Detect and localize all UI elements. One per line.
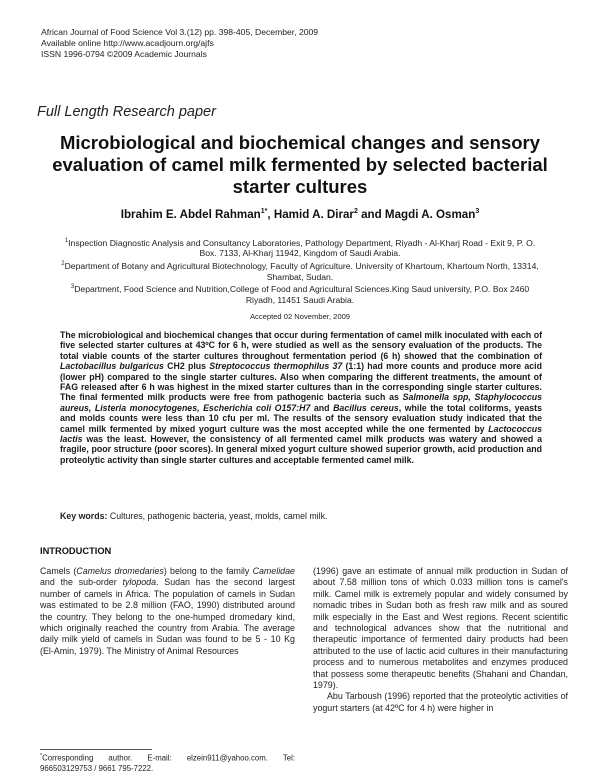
section-heading-introduction: INTRODUCTION bbox=[40, 546, 112, 556]
body-paragraph: Abu Tarboush (1996) reported that the proteolytic activities of yogurt starters (at 42ºC for 4 h) were higher in bbox=[313, 691, 568, 713]
journal-header bbox=[41, 27, 318, 60]
author-list: Ibrahim E. Abdel Rahman$^{1*}$, Hamid A. Dirar$^2$ and Magdi A. Osman$^3$ bbox=[120, 208, 480, 221]
body-paragraph: Camels (Camelus dromedaries) belong to the family Camelidae and the sub-order tylopoda. Sudan has the second largest number of camels in Africa. The population of camels in Sudan was estimated to be 2.8 million (FAO, 1990) distributed around the country. They belong to the one-humped dromedary kind, which originally reached the country from Arabia. The average daily milk yield of camels in Sudan was found to be 5 - 10 Kg (El-Amin, 1979). The Ministry of Animal Resources bbox=[40, 566, 295, 656]
footnote-divider bbox=[40, 749, 152, 750]
author-name: Magdi A. Osman bbox=[384, 208, 476, 221]
journal-citation: African Journal of Food Science Vol 3.(12) pp. 398-405, December, 2009 bbox=[41, 27, 319, 37]
affiliation-item: $^2$Department of Botany and Agricultural Biotechnology, Faculty of Agriculture. University of Khartoum, Khartoum North, 13314, Shambat, Sudan. bbox=[61, 260, 539, 282]
author-affiliation-marker: 3 bbox=[475, 208, 480, 216]
keywords-text: Cultures, pathogenic bacteria, yeast, molds, camel milk. bbox=[107, 511, 328, 521]
journal-online-url: Available online http://www.acadjourn.org/ajfs bbox=[41, 38, 214, 48]
affiliation-item: $^1$Inspection Diagnostic Analysis and Consultancy Laboratories, Pathology Department, Riyadh - Al-Kharj Road - Exit 9, P. O. Box. 7133, Al-Kharj 11942, Kingdom of Saudi Arabia. bbox=[64, 237, 536, 259]
affiliations bbox=[56, 236, 544, 305]
keywords bbox=[60, 511, 542, 521]
body-paragraph: (1996) gave an estimate of annual milk production in Sudan of about 7.58 million tons of which 0.033 million tons is camel's milk. Camel milk is extremely popular and widely consumed by nomadic tribes in Sudan both as fresh raw milk and as soured milk especially in the East and West regions. Recent scientific and technological advances show that the nutritional and therapeutic importance of fermented dairy products had been attributed to the use of lactic acid cultures in their manufacturing process and to numerous metabolites and enzymes produced that possess some therapeutic benefits (Shahani and Chandan, 1979). bbox=[313, 566, 568, 691]
accepted-date: Accepted 02 November, 2009 bbox=[249, 312, 351, 321]
paper-type: Full Length Research paper bbox=[37, 104, 216, 120]
paper-title: Microbiological and biochemical changes and sensory evaluation of camel milk fermented by selected bacterial starter cultures bbox=[52, 132, 548, 197]
abstract: The microbiological and biochemical changes that occur during fermentation of camel milk inoculated with each of five selected starter cultures at 43ºC for 6 h, were studied as well as the sensory evaluation of the products. The total viable counts of the starter cultures throughout fermentation period (6 h) showed that the combination of Lactobacillus bulgaricus CH2 plus Streptococcus thermophilus 37 (1:1) had more counts and produce more acid (lower pH) compared to the single starter cultures. Also when comparing the different treatments, the amount of FAG released after 6 h was highest in the mixed starter cultures than in the corresponding single starter cultures. The final fermented milk products were free from pathogenic bacteria such as Salmonella spp, Staphylococcus aureus, Listeria monocytogenes, Escherichia coli O157:H7 and Bacillus cereus, while the total coliforms, yeasts and molds counts were less than 10 cfu per ml. The results of the sensory evaluation study indicated that the camel milk fermented by mixed yogurt culture was the most accepted while the one fermented by Lactococcus lactis was the least. However, the consistency of all fermented camel milk products was watery and showed a fragile, poor structure (poor scores). In general mixed yogurt culture showed superior growth, acid production and proteolytic activity than single starter cultures and acceptable fermented camel milk. bbox=[60, 330, 543, 465]
author-name: Ibrahim E. Abdel Rahman bbox=[120, 208, 261, 221]
author-name: Hamid A. Dirar bbox=[273, 208, 354, 221]
author-affiliation-marker: 1* bbox=[260, 208, 268, 216]
body-column-right bbox=[313, 566, 568, 714]
body-column-left bbox=[40, 566, 295, 657]
author-affiliation-marker: 2 bbox=[353, 208, 358, 216]
keywords-label: Key words: bbox=[60, 511, 108, 521]
affiliation-item: $^3$Department, Food Science and Nutrition,College of Food and Agricultural Sciences.King Saud university, P.O. Box 2460 Riyadh, 11451 Saudi Arabia. bbox=[70, 283, 530, 305]
journal-issn: ISSN 1996-0794 ©2009 Academic Journals bbox=[41, 49, 207, 59]
corresponding-author-footnote: *Corresponding author. E-mail: elzein911@yahoo.com. Tel: 966503129753 / 9661 795-7222. bbox=[40, 753, 295, 773]
